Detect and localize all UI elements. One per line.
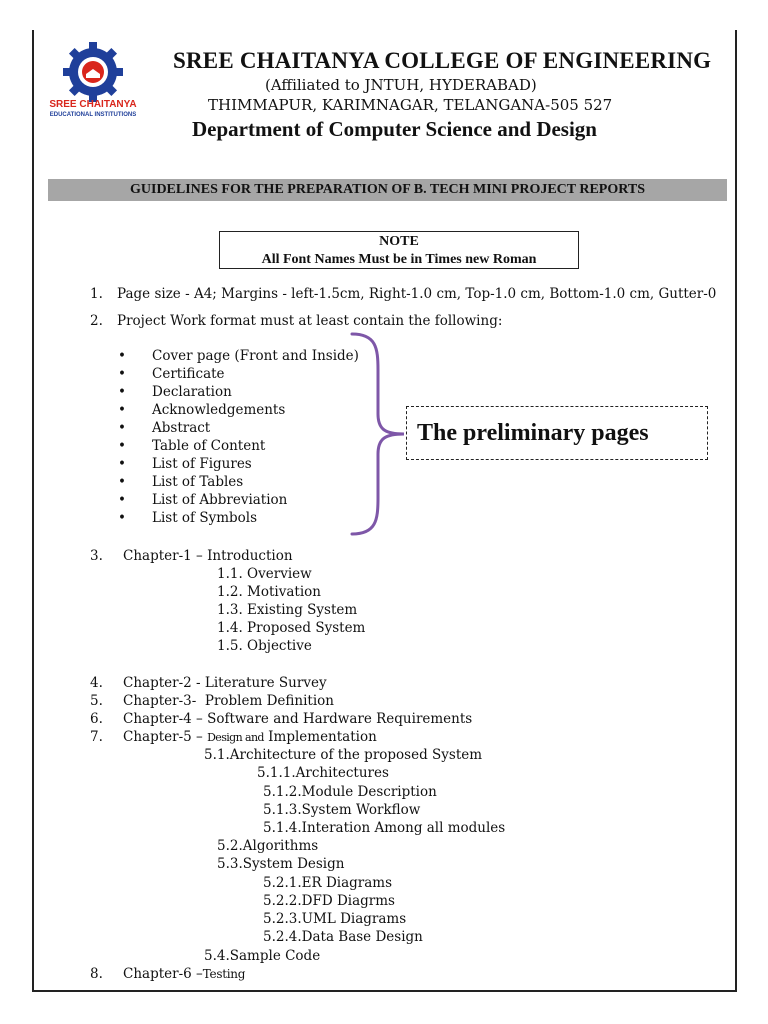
sub-item: 5.1.1.Architectures — [257, 765, 389, 781]
item-number: 8. — [90, 966, 103, 982]
chapter-rest: Implementation — [263, 729, 377, 745]
chapter-prefix: Chapter-6 – — [123, 966, 203, 982]
sub-item: 5.1.4.Interation Among all modules — [263, 820, 506, 836]
sub-item: 5.1.3.System Workflow — [263, 802, 421, 818]
section-item: 5.4.Sample Code — [204, 948, 321, 964]
chapter-title: Chapter-1 – Introduction — [123, 548, 293, 564]
callout-box: The preliminary pages — [406, 406, 708, 460]
bullet-icon: • — [118, 348, 126, 364]
college-name: SREE CHAITANYA COLLEGE OF ENGINEERING — [173, 48, 712, 73]
list-item: List of Abbreviation — [152, 492, 288, 508]
bullet-icon: • — [118, 438, 126, 454]
chapter-small: Testing — [202, 967, 246, 981]
bullet-icon: • — [118, 384, 126, 400]
list-item: Certificate — [152, 366, 225, 382]
guidelines-banner: GUIDELINES FOR THE PREPARATION OF B. TECH MINI PROJECT REPORTS — [48, 179, 727, 201]
item-number: 1. — [90, 286, 103, 302]
bullet-icon: • — [118, 456, 126, 472]
bullet-icon: • — [118, 420, 126, 436]
sub-item: 1.3. Existing System — [217, 602, 358, 618]
item-number: 4. — [90, 675, 103, 691]
section-item: 5.3.System Design — [217, 856, 345, 872]
bullet-icon: • — [118, 492, 126, 508]
item-text: Page size - A4; Margins - left-1.5cm, Right-1.0 cm, Top-1.0 cm, Bottom-1.0 cm, Gutter-0 — [117, 286, 717, 302]
sub-item: 1.1. Overview — [217, 566, 312, 582]
department-name: Department of Computer Science and Design — [192, 117, 597, 141]
address: THIMMAPUR, KARIMNAGAR, TELANGANA-505 527 — [208, 96, 613, 114]
bullet-icon: • — [118, 366, 126, 382]
item-number: 3. — [90, 548, 103, 564]
chapter-title — [123, 729, 377, 745]
sub-item: 5.2.2.DFD Diagrms — [263, 893, 395, 909]
bullet-icon: • — [118, 474, 126, 490]
affiliation: (Affiliated to JNTUH, HYDERABAD) — [265, 76, 537, 94]
logo-text: SREE CHAITANYA — [49, 99, 137, 110]
college-logo — [48, 42, 138, 122]
section-item: 5.2.Algorithms — [217, 838, 319, 854]
sub-item: 1.2. Motivation — [217, 584, 321, 600]
item-number: 6. — [90, 711, 103, 727]
item-text: Project Work format must at least contain the following: — [117, 313, 503, 329]
logo-subtext: EDUCATIONAL INSTITUTIONS — [49, 112, 137, 118]
chapter-title: Chapter-3- Problem Definition — [123, 693, 334, 709]
note-box — [219, 231, 579, 269]
bullet-icon: • — [118, 402, 126, 418]
list-item: List of Tables — [152, 474, 244, 490]
sub-item: 1.4. Proposed System — [217, 620, 366, 636]
item-number: 5. — [90, 693, 103, 709]
bullet-icon: • — [118, 510, 126, 526]
sub-item: 5.1.2.Module Description — [263, 784, 437, 800]
sub-item: 5.2.4.Data Base Design — [263, 929, 423, 945]
chapter-title — [123, 966, 245, 982]
chapter-small: Design and — [207, 731, 264, 744]
item-number: 7. — [90, 729, 103, 745]
chapter-title: Chapter-4 – Software and Hardware Requirements — [123, 711, 473, 727]
list-item: Table of Content — [152, 438, 266, 454]
curly-brace — [350, 330, 410, 540]
section-item: 5.1.Architecture of the proposed System — [204, 747, 483, 763]
list-item: List of Figures — [152, 456, 252, 472]
list-item: Abstract — [152, 420, 211, 436]
sub-item: 5.2.3.UML Diagrams — [263, 911, 407, 927]
sub-item: 1.5. Objective — [217, 638, 312, 654]
list-item: Acknowledgements — [152, 402, 286, 418]
item-number: 2. — [90, 313, 103, 329]
note-title: NOTE — [379, 234, 419, 249]
sub-item: 5.2.1.ER Diagrams — [263, 875, 393, 891]
list-item: List of Symbols — [152, 510, 258, 526]
chapter-title: Chapter-2 - Literature Survey — [123, 675, 327, 691]
note-text: All Font Names Must be in Times new Roman — [261, 252, 537, 267]
list-item: Cover page (Front and Inside) — [152, 348, 359, 364]
list-item: Declaration — [152, 384, 232, 400]
chapter-prefix: Chapter-5 – — [123, 729, 208, 745]
